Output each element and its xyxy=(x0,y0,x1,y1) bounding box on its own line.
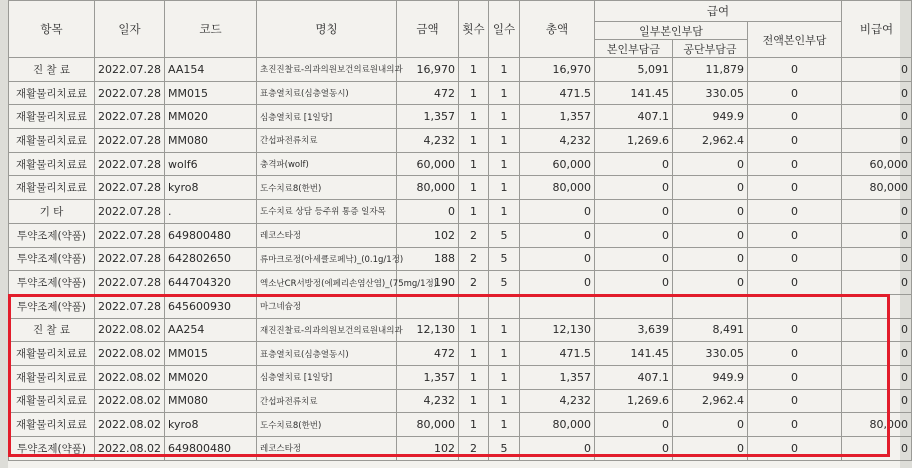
row-count: 2 xyxy=(459,437,489,461)
row-item: 투약조제(약품) xyxy=(9,223,95,247)
row-full-self: 0 xyxy=(748,342,842,366)
row-price: 80,000 xyxy=(397,413,459,437)
row-insurer-share: 8,491 xyxy=(673,318,748,342)
table-row xyxy=(9,58,912,82)
row-item: 재활물리치료료 xyxy=(9,365,95,389)
row-count: 1 xyxy=(459,413,489,437)
table-row xyxy=(9,223,912,247)
row-count: 1 xyxy=(459,365,489,389)
row-days: 1 xyxy=(489,389,520,413)
row-noncovered: 0 xyxy=(842,200,912,224)
row-item: 투약조제(약품) xyxy=(9,247,95,271)
table-row xyxy=(9,389,912,413)
row-patient-share: 1,269.6 xyxy=(595,389,673,413)
row-date: 2022.07.28 xyxy=(95,81,165,105)
row-days: 1 xyxy=(489,365,520,389)
row-patient-share: 0 xyxy=(595,437,673,461)
row-price: 190 xyxy=(397,271,459,295)
row-item: 재활물리치료료 xyxy=(9,129,95,153)
row-full-self: 0 xyxy=(748,105,842,129)
table-row xyxy=(9,413,912,437)
row-days: 1 xyxy=(489,129,520,153)
row-full-self: 0 xyxy=(748,58,842,82)
row-patient-share: 0 xyxy=(595,200,673,224)
row-total: 471.5 xyxy=(520,342,595,366)
row-days: 1 xyxy=(489,342,520,366)
row-full-self: 0 xyxy=(748,176,842,200)
row-name: 류마크로정(아세클로페낙)_(0.1g/1정) xyxy=(257,247,397,271)
table-row xyxy=(9,318,912,342)
row-name: 마그네슘정 xyxy=(257,294,397,318)
row-item: 기 타 xyxy=(9,200,95,224)
row-full-self: 0 xyxy=(748,81,842,105)
row-patient-share: 0 xyxy=(595,271,673,295)
row-count: 1 xyxy=(459,58,489,82)
row-patient-share: 0 xyxy=(595,176,673,200)
row-item: 재활물리치료료 xyxy=(9,152,95,176)
row-date: 2022.07.28 xyxy=(95,58,165,82)
row-noncovered: 80,000 xyxy=(842,176,912,200)
row-name: 충격파(wolf) xyxy=(257,152,397,176)
table-row xyxy=(9,129,912,153)
row-count: 1 xyxy=(459,342,489,366)
row-days: 1 xyxy=(489,318,520,342)
row-name: 표층열치료(심층열동시) xyxy=(257,81,397,105)
row-price: 60,000 xyxy=(397,152,459,176)
row-item: 재활물리치료료 xyxy=(9,389,95,413)
row-count: 2 xyxy=(459,223,489,247)
row-code: AA254 xyxy=(165,318,257,342)
row-code: 649800480 xyxy=(165,223,257,247)
table-row xyxy=(9,152,912,176)
row-name: 재진진찰료-의과의원보건의료원내의과 xyxy=(257,318,397,342)
row-date: 2022.08.02 xyxy=(95,318,165,342)
row-name: 심층열치료 [1일당] xyxy=(257,365,397,389)
row-days: 1 xyxy=(489,81,520,105)
row-noncovered: 0 xyxy=(842,247,912,271)
row-noncovered: 0 xyxy=(842,389,912,413)
row-name: 도수치료8(한번) xyxy=(257,176,397,200)
row-code: AA154 xyxy=(165,58,257,82)
row-days: 1 xyxy=(489,200,520,224)
table-body xyxy=(9,58,912,461)
row-patient-share: 141.45 xyxy=(595,81,673,105)
row-date: 2022.07.28 xyxy=(95,105,165,129)
row-price xyxy=(397,294,459,318)
header-insurer-share: 공단부담금 xyxy=(673,40,748,58)
row-item: 재활물리치료료 xyxy=(9,105,95,129)
receipt-sheet xyxy=(8,0,909,468)
header-item: 항목 xyxy=(9,1,95,58)
row-days: 1 xyxy=(489,58,520,82)
row-count: 1 xyxy=(459,318,489,342)
row-date: 2022.07.28 xyxy=(95,200,165,224)
row-days: 5 xyxy=(489,247,520,271)
row-noncovered: 0 xyxy=(842,318,912,342)
row-date: 2022.07.28 xyxy=(95,294,165,318)
row-patient-share: 407.1 xyxy=(595,365,673,389)
row-price: 0 xyxy=(397,200,459,224)
row-total: 471.5 xyxy=(520,81,595,105)
row-noncovered: 0 xyxy=(842,129,912,153)
table-row xyxy=(9,247,912,271)
row-total: 80,000 xyxy=(520,413,595,437)
row-insurer-share: 2,962.4 xyxy=(673,389,748,413)
row-total: 0 xyxy=(520,437,595,461)
row-full-self xyxy=(748,294,842,318)
row-code: MM080 xyxy=(165,129,257,153)
row-price: 102 xyxy=(397,437,459,461)
row-total: 4,232 xyxy=(520,389,595,413)
row-total: 60,000 xyxy=(520,152,595,176)
row-name: 도수치료8(한번) xyxy=(257,413,397,437)
row-total: 0 xyxy=(520,247,595,271)
row-noncovered: 0 xyxy=(842,437,912,461)
header-full-self: 전액본인부담 xyxy=(748,22,842,58)
row-name: 간섭파전류치료 xyxy=(257,389,397,413)
row-name: 레코스타정 xyxy=(257,437,397,461)
row-insurer-share: 330.05 xyxy=(673,342,748,366)
row-days: 5 xyxy=(489,223,520,247)
row-date: 2022.07.28 xyxy=(95,247,165,271)
row-item: 재활물리치료료 xyxy=(9,413,95,437)
row-insurer-share: 0 xyxy=(673,271,748,295)
row-noncovered: 0 xyxy=(842,81,912,105)
row-code: kyro8 xyxy=(165,413,257,437)
row-total: 16,970 xyxy=(520,58,595,82)
row-date: 2022.07.28 xyxy=(95,223,165,247)
row-insurer-share: 11,879 xyxy=(673,58,748,82)
row-price: 12,130 xyxy=(397,318,459,342)
row-count: 1 xyxy=(459,105,489,129)
header-patient-share: 본인부담금 xyxy=(595,40,673,58)
row-noncovered: 0 xyxy=(842,223,912,247)
row-price: 1,357 xyxy=(397,105,459,129)
row-days: 5 xyxy=(489,271,520,295)
header-date: 일자 xyxy=(95,1,165,58)
row-date: 2022.08.02 xyxy=(95,389,165,413)
row-noncovered xyxy=(842,294,912,318)
row-item: 재활물리치료료 xyxy=(9,81,95,105)
row-days: 1 xyxy=(489,176,520,200)
row-insurer-share: 0 xyxy=(673,176,748,200)
row-patient-share: 0 xyxy=(595,152,673,176)
table-row xyxy=(9,200,912,224)
row-noncovered: 0 xyxy=(842,365,912,389)
row-code: 644704320 xyxy=(165,271,257,295)
row-insurer-share: 0 xyxy=(673,247,748,271)
row-count: 1 xyxy=(459,129,489,153)
row-insurer-share xyxy=(673,294,748,318)
row-count: 2 xyxy=(459,247,489,271)
row-noncovered: 0 xyxy=(842,105,912,129)
row-total: 0 xyxy=(520,200,595,224)
row-code: . xyxy=(165,200,257,224)
row-count: 1 xyxy=(459,152,489,176)
row-date: 2022.07.28 xyxy=(95,176,165,200)
table-row xyxy=(9,81,912,105)
header-code: 코드 xyxy=(165,1,257,58)
row-total: 1,357 xyxy=(520,365,595,389)
header-count: 횟수 xyxy=(459,1,489,58)
row-item: 투약조제(약품) xyxy=(9,437,95,461)
row-total: 12,130 xyxy=(520,318,595,342)
row-days: 5 xyxy=(489,437,520,461)
row-insurer-share: 330.05 xyxy=(673,81,748,105)
row-full-self: 0 xyxy=(748,152,842,176)
row-code: MM020 xyxy=(165,365,257,389)
row-insurer-share: 0 xyxy=(673,152,748,176)
row-code: kyro8 xyxy=(165,176,257,200)
row-total: 4,232 xyxy=(520,129,595,153)
row-name: 표층열치료(심층열동시) xyxy=(257,342,397,366)
row-price: 80,000 xyxy=(397,176,459,200)
row-count: 1 xyxy=(459,81,489,105)
table-row xyxy=(9,342,912,366)
row-date: 2022.08.02 xyxy=(95,365,165,389)
row-days: 1 xyxy=(489,152,520,176)
row-count: 1 xyxy=(459,389,489,413)
table-row xyxy=(9,271,912,295)
row-price: 102 xyxy=(397,223,459,247)
row-code: 645600930 xyxy=(165,294,257,318)
row-noncovered: 0 xyxy=(842,58,912,82)
row-price: 472 xyxy=(397,342,459,366)
row-insurer-share: 0 xyxy=(673,223,748,247)
row-full-self: 0 xyxy=(748,200,842,224)
row-code: MM080 xyxy=(165,389,257,413)
row-price: 188 xyxy=(397,247,459,271)
header-total: 총액 xyxy=(520,1,595,58)
table-row xyxy=(9,294,912,318)
row-full-self: 0 xyxy=(748,389,842,413)
row-patient-share: 141.45 xyxy=(595,342,673,366)
row-date: 2022.07.28 xyxy=(95,271,165,295)
row-full-self: 0 xyxy=(748,318,842,342)
row-full-self: 0 xyxy=(748,271,842,295)
row-date: 2022.08.02 xyxy=(95,413,165,437)
row-price: 1,357 xyxy=(397,365,459,389)
row-code: MM020 xyxy=(165,105,257,129)
row-full-self: 0 xyxy=(748,129,842,153)
row-noncovered: 60,000 xyxy=(842,152,912,176)
table-header xyxy=(9,1,912,58)
row-code: 642802650 xyxy=(165,247,257,271)
header-price: 금액 xyxy=(397,1,459,58)
table-row xyxy=(9,437,912,461)
row-days xyxy=(489,294,520,318)
table-row xyxy=(9,105,912,129)
row-patient-share: 3,639 xyxy=(595,318,673,342)
header-partial: 일부본인부담 xyxy=(595,22,748,40)
row-price: 4,232 xyxy=(397,389,459,413)
header-noncovered: 비급여 xyxy=(842,1,912,58)
row-name: 엑소난CR서방정(에페리손염산염)_(75mg/1정) xyxy=(257,271,397,295)
row-code: MM015 xyxy=(165,342,257,366)
row-insurer-share: 2,962.4 xyxy=(673,129,748,153)
row-item: 진 찰 료 xyxy=(9,58,95,82)
row-name: 간섭파전류치료 xyxy=(257,129,397,153)
row-code: wolf6 xyxy=(165,152,257,176)
row-code: 649800480 xyxy=(165,437,257,461)
row-count: 1 xyxy=(459,200,489,224)
row-patient-share: 0 xyxy=(595,223,673,247)
row-days: 1 xyxy=(489,105,520,129)
header-name: 명칭 xyxy=(257,1,397,58)
row-patient-share: 0 xyxy=(595,413,673,437)
row-total: 0 xyxy=(520,271,595,295)
row-insurer-share: 0 xyxy=(673,413,748,437)
table-row xyxy=(9,365,912,389)
row-count xyxy=(459,294,489,318)
row-date: 2022.08.02 xyxy=(95,342,165,366)
row-total: 80,000 xyxy=(520,176,595,200)
row-item: 재활물리치료료 xyxy=(9,342,95,366)
row-noncovered: 80,000 xyxy=(842,413,912,437)
row-patient-share xyxy=(595,294,673,318)
header-days: 일수 xyxy=(489,1,520,58)
row-item: 투약조제(약품) xyxy=(9,294,95,318)
row-price: 4,232 xyxy=(397,129,459,153)
row-patient-share: 1,269.6 xyxy=(595,129,673,153)
row-name: 도수치료 상담 등주위 통증 일자목 xyxy=(257,200,397,224)
row-count: 1 xyxy=(459,176,489,200)
billing-table xyxy=(8,0,912,461)
row-insurer-share: 0 xyxy=(673,437,748,461)
row-patient-share: 5,091 xyxy=(595,58,673,82)
row-full-self: 0 xyxy=(748,365,842,389)
table-row xyxy=(9,176,912,200)
row-item: 재활물리치료료 xyxy=(9,176,95,200)
row-name: 레코스타정 xyxy=(257,223,397,247)
row-item: 진 찰 료 xyxy=(9,318,95,342)
row-count: 2 xyxy=(459,271,489,295)
row-date: 2022.07.28 xyxy=(95,152,165,176)
row-item: 투약조제(약품) xyxy=(9,271,95,295)
row-price: 16,970 xyxy=(397,58,459,82)
row-insurer-share: 0 xyxy=(673,200,748,224)
row-code: MM015 xyxy=(165,81,257,105)
row-insurer-share: 949.9 xyxy=(673,365,748,389)
row-date: 2022.07.28 xyxy=(95,129,165,153)
row-full-self: 0 xyxy=(748,223,842,247)
row-full-self: 0 xyxy=(748,437,842,461)
row-noncovered: 0 xyxy=(842,271,912,295)
row-date: 2022.08.02 xyxy=(95,437,165,461)
row-full-self: 0 xyxy=(748,247,842,271)
row-patient-share: 407.1 xyxy=(595,105,673,129)
row-price: 472 xyxy=(397,81,459,105)
row-full-self: 0 xyxy=(748,413,842,437)
row-name: 심층열치료 [1일당] xyxy=(257,105,397,129)
row-patient-share: 0 xyxy=(595,247,673,271)
header-covered: 급여 xyxy=(595,1,842,22)
row-total: 0 xyxy=(520,223,595,247)
row-name: 초진진찰료-의과의원보건의료원내의과 xyxy=(257,58,397,82)
row-noncovered: 0 xyxy=(842,342,912,366)
row-total xyxy=(520,294,595,318)
row-insurer-share: 949.9 xyxy=(673,105,748,129)
row-days: 1 xyxy=(489,413,520,437)
row-total: 1,357 xyxy=(520,105,595,129)
